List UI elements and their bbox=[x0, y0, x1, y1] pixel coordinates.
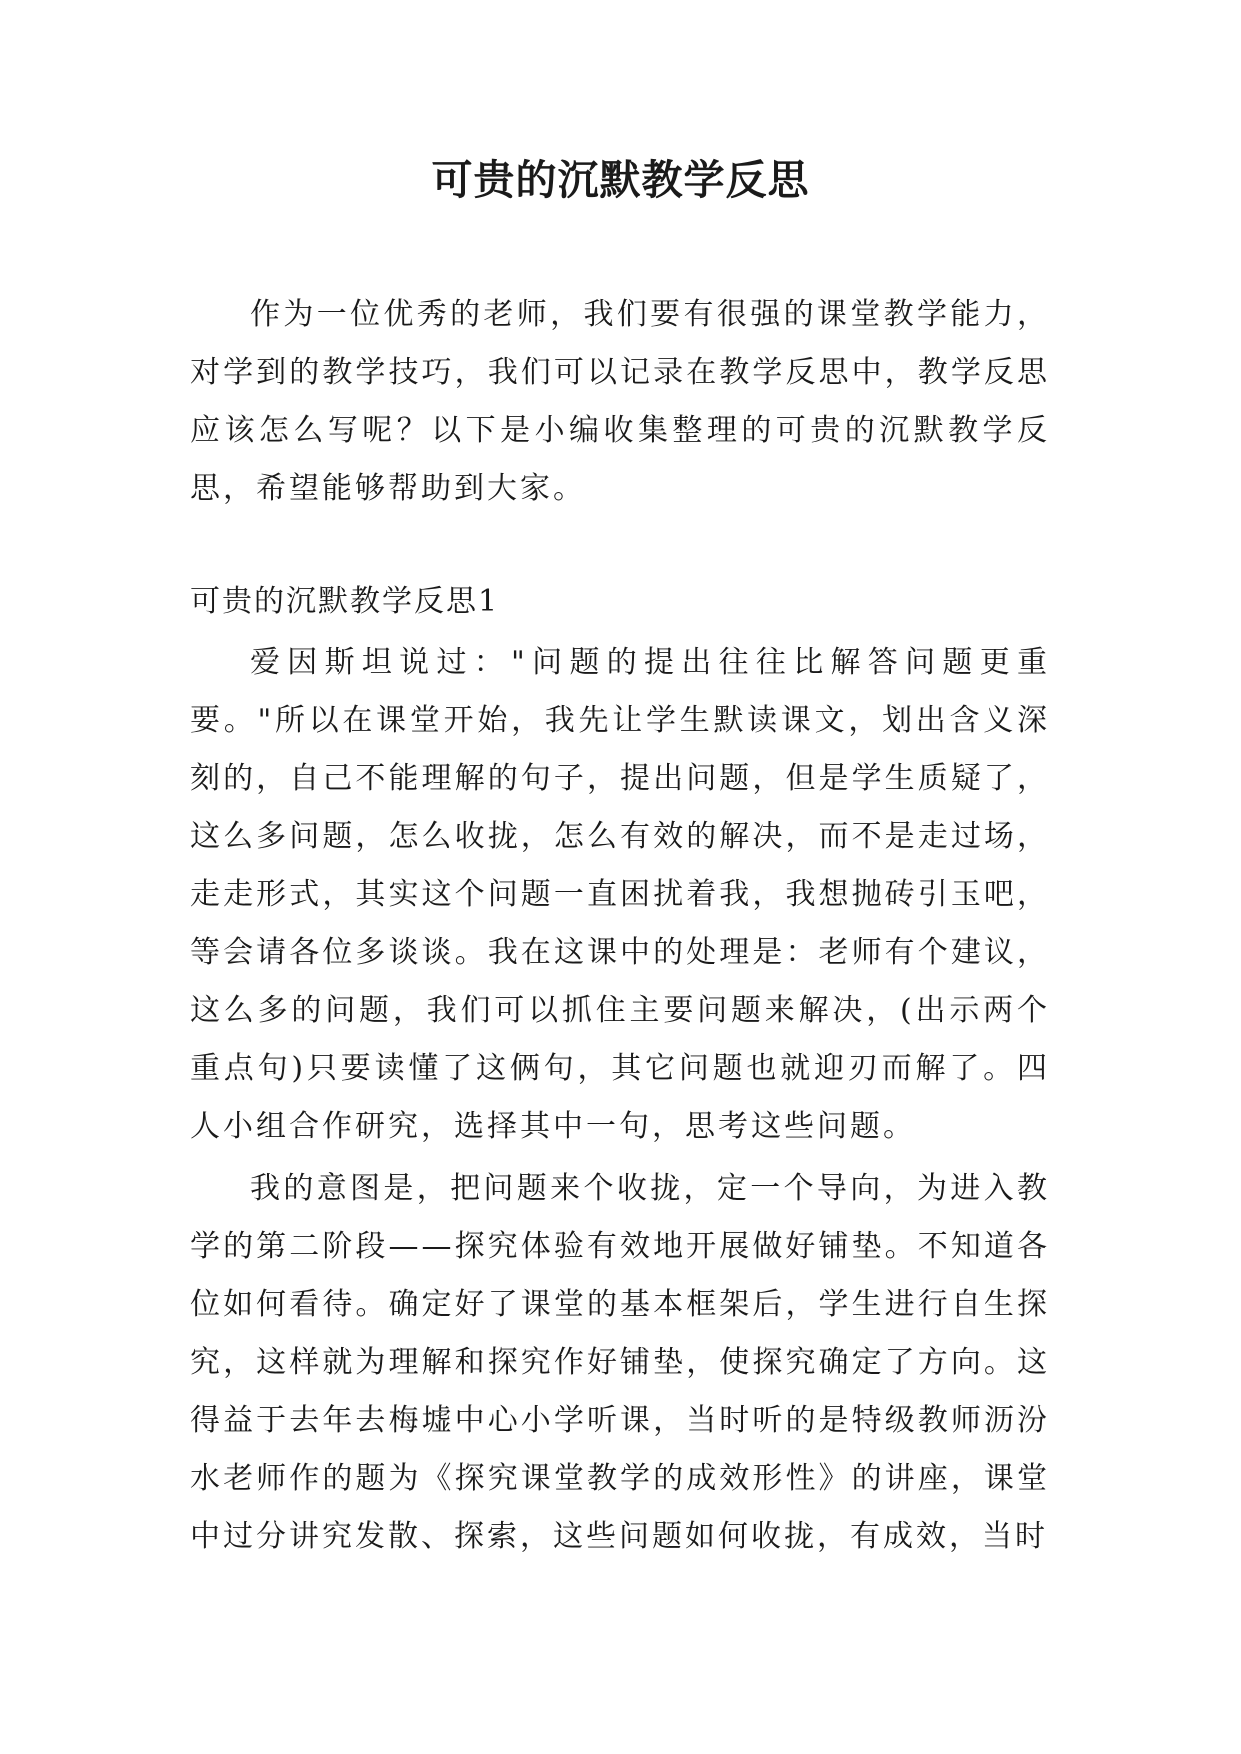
body-paragraph-1: 爱因斯坦说过："问题的提出往往比解答问题更重要。"所以在课堂开始，我先让学生默读课文，划出含义深刻的，自己不能理解的句子，提出问题，但是学生质疑了，这么多问题，怎么收拢，怎么有效的解决，而不是走过场，走走形式，其实这个问题一直困扰着我，我想抛砖引玉吧，等会请各位多谈谈。我在这课中的处理是：老师有个建议，这么多的问题，我们可以抓住主要问题来解决，(出示两个重点句)只要读懂了这俩句，其它问题也就迎刃而解了。四人小组合作研究，选择其中一句，思考这些问题。 bbox=[190, 645, 1050, 1144]
intro-paragraph: 作为一位优秀的老师，我们要有很强的课堂教学能力，对学到的教学技巧，我们可以记录在教学反思中，教学反思应该怎么写呢？以下是小编收集整理的可贵的沉默教学反思，希望能够帮助到大家。 bbox=[190, 297, 1050, 506]
page-title: 可贵的沉默教学反思 bbox=[431, 156, 810, 204]
section-heading: 可贵的沉默教学反思1 bbox=[190, 584, 500, 619]
body-paragraph-2: 我的意图是，把问题来个收拢，定一个导向，为进入教学的第二阶段——探究体验有效地开展做好铺垫。不知道各位如何看待。确定好了课堂的基本框架后，学生进行自生探究，这样就为理解和探究作好铺垫，使探究确定了方向。这得益于去年去梅墟中心小学听课，当时听的是特级教师沥汾水老师作的题为《探究课堂教学的成效形性》的讲座，课堂中过分讲究发散、探索，这些问题如何收拢，有成效，当时 bbox=[190, 1171, 1050, 1554]
